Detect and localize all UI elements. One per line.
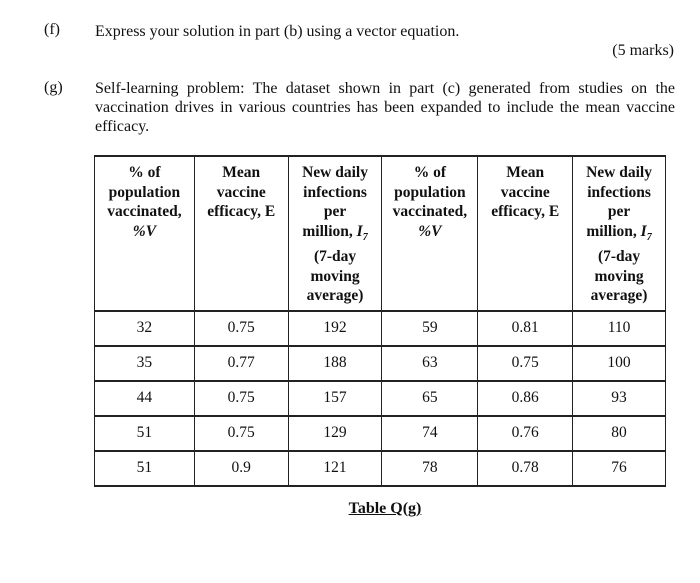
- part-f-label: (f): [44, 21, 60, 38]
- table-cell: 0.78: [478, 451, 573, 486]
- table-cell: 0.76: [478, 416, 573, 451]
- part-g-question: Self-learning problem: The dataset shown in part (c) generated from studies on the vaccination drives in various countries has been expanded to include the mean vaccine efficacy.: [95, 80, 675, 135]
- header-percent-vaccinated: % of population vaccinated, %V: [382, 156, 478, 311]
- table-row: [95, 451, 666, 486]
- table-cell: 0.77: [194, 346, 288, 381]
- table-caption-wrapper: [0, 500, 700, 518]
- table-cell: 110: [573, 311, 666, 346]
- table-row: [95, 311, 666, 346]
- table-cell: 0.75: [194, 416, 288, 451]
- header-new-daily-infections: New daily infections per million, $I_7$ (7-day moving average): [288, 156, 382, 311]
- table-cell: 63: [382, 346, 478, 381]
- table-cell: 157: [288, 381, 382, 416]
- table-row: [95, 346, 666, 381]
- header-mean-efficacy: Mean vaccine efficacy, E: [478, 156, 573, 311]
- table-cell: 192: [288, 311, 382, 346]
- part-f-marks: (5 marks): [612, 42, 674, 59]
- table-cell: 59: [382, 311, 478, 346]
- table-cell: 93: [573, 381, 666, 416]
- table-cell: 78: [382, 451, 478, 486]
- data-table: [94, 155, 666, 487]
- header-percent-vaccinated: % of population vaccinated, %V: [95, 156, 195, 311]
- table-row: [95, 416, 666, 451]
- table-caption: Table Q(g): [348, 500, 422, 517]
- table-header-row: [95, 156, 666, 311]
- part-f-question: Express your solution in part (b) using a vector equation.: [95, 23, 460, 40]
- table-cell: 0.81: [478, 311, 573, 346]
- table-cell: 0.75: [478, 346, 573, 381]
- table-cell: 74: [382, 416, 478, 451]
- table-cell: 121: [288, 451, 382, 486]
- header-new-daily-infections: New daily infections per million, $I_7$ (7-day moving average): [573, 156, 666, 311]
- table-cell: 0.75: [194, 381, 288, 416]
- table-cell: 0.75: [194, 311, 288, 346]
- part-g-label: (g): [44, 79, 63, 96]
- table-cell: 51: [95, 451, 195, 486]
- table-cell: 0.86: [478, 381, 573, 416]
- table-cell: 100: [573, 346, 666, 381]
- table-cell: 80: [573, 416, 666, 451]
- table-cell: 32: [95, 311, 195, 346]
- table-cell: 44: [95, 381, 195, 416]
- table-cell: 76: [573, 451, 666, 486]
- table-cell: 35: [95, 346, 195, 381]
- table-cell: 65: [382, 381, 478, 416]
- table-cell: 129: [288, 416, 382, 451]
- table-cell: 51: [95, 416, 195, 451]
- table-cell: 188: [288, 346, 382, 381]
- table-row: [95, 381, 666, 416]
- header-mean-efficacy: Mean vaccine efficacy, E: [194, 156, 288, 311]
- table-cell: 0.9: [194, 451, 288, 486]
